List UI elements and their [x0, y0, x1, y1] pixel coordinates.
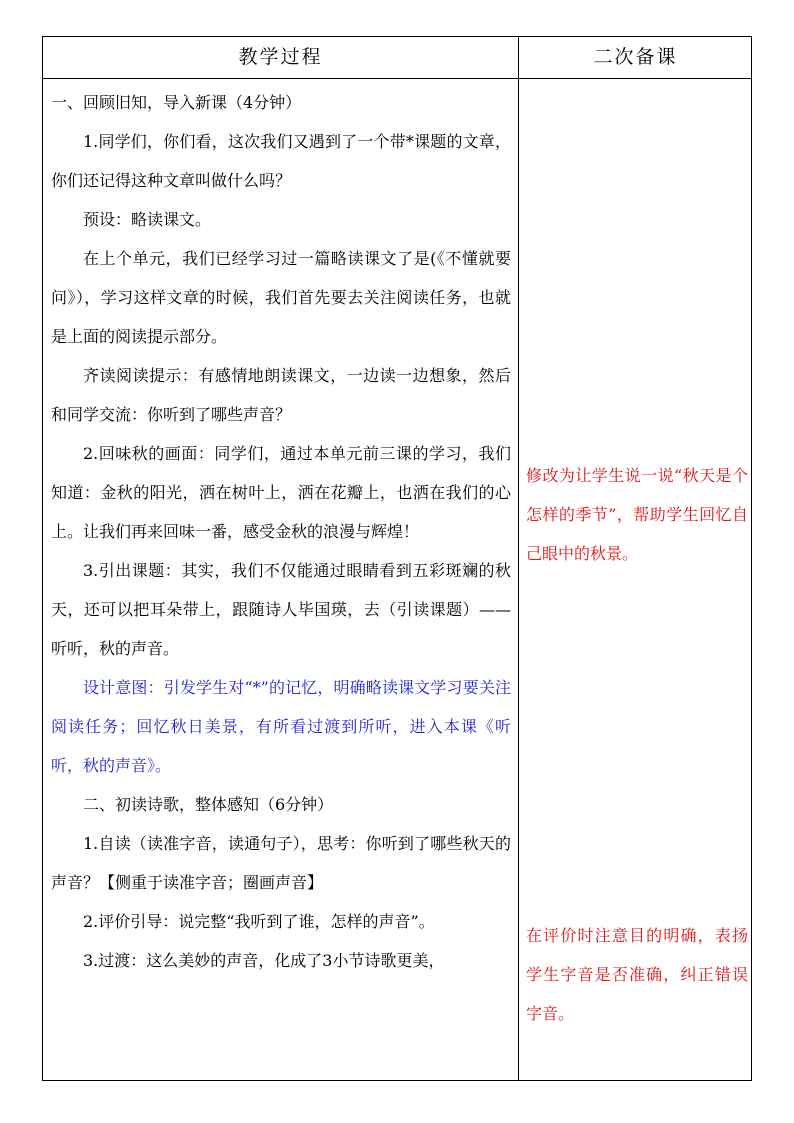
lesson-plan-table [42, 36, 752, 1081]
revision-note-text: 修改为让学生说一说“秋天是个怎样的季节”，帮助学生回忆自己眼中的秋景。 [526, 466, 748, 563]
paragraph-self-reading: 1.自读（读准字音，读通句子），思考：你听到了哪些秋天的声音？【侧重于读准字音；圈画声音】 [51, 834, 511, 892]
revision-note-text: 在评价时注意目的明确，表扬学生字音是否准确，纠正错误字音。 [526, 926, 748, 1023]
revision-note-evaluation [526, 916, 748, 1033]
paragraph-recall-autumn: 2.回味秋的画面：同学们，通过本单元前三课的学习，我们知道：金秋的阳光，洒在树叶上，洒在花瓣上，也洒在我们的心上。让我们再来回味一番，感受金秋的浪漫与辉煌！ [51, 444, 511, 541]
header-second-preparation: 二次备课 [593, 46, 678, 68]
paragraph-read-prompt: 齐读阅读提示：有感情地朗读课文，一边读一边想象，然后和同学交流：你听到了哪些声音？ [51, 366, 511, 424]
paragraph-question: 1.同学们，你们看，这次我们又遇到了一个带*课题的文章，你们还记得这种文章叫做什么吗？ [51, 132, 511, 190]
paragraph-last-unit: 在上个单元，我们已经学习过一篇略读课文了是(《不懂就要问》），学习这样文章的时候，我们首先要去关注阅读任务，也就是上面的阅读提示部分。 [51, 249, 511, 346]
paragraph-introduce-title: 3.引出课题：其实，我们不仅能通过眼睛看到五彩斑斓的秋天，还可以把耳朵带上，跟随诗人毕国瑛，去（引读课题）——听听，秋的声音。 [51, 561, 511, 658]
section-heading-first-reading: 二、初读诗歌，整体感知（6分钟） [83, 795, 334, 814]
section-heading-review: 一、回顾旧知，导入新课（4分钟） [51, 93, 302, 112]
paragraph-transition: 3.过渡：这么美妙的声音，化成了3小节诗歌更美， [83, 951, 445, 970]
paragraph-preset-answer: 预设：略读课文。 [83, 210, 212, 229]
header-teaching-process: 教学过程 [238, 46, 323, 68]
revision-note-autumn [526, 456, 748, 573]
paragraph-evaluation-guide: 2.评价引导：说完整“我听到了谁，怎样的声音”。 [83, 912, 435, 931]
column-divider [518, 37, 519, 1080]
paragraph-design-intent: 设计意图：引发学生对“*”的记忆，明确略读课文学习要关注阅读任务；回忆秋日美景，有所看过渡到所听，进入本课《听听，秋的声音》。 [51, 678, 511, 775]
header-divider [43, 78, 751, 79]
teaching-process-content [51, 83, 511, 980]
